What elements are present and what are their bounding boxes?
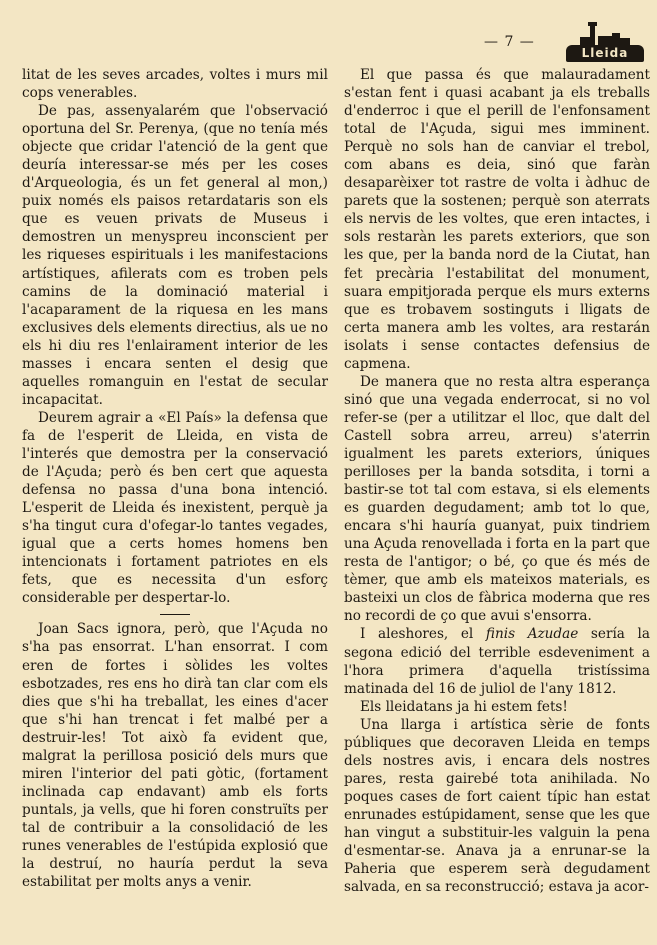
- logo-wordmark: Lleida: [566, 45, 644, 62]
- paragraph: De manera que no resta altra esperança sinó que una vegada enderrocat, si no vol refer-se (per a utilitzar el lloc, que dalt del Castell sobra arreu, arreu) s'aterrin igualment les parets exteriors, úniques perilloses per la banda sotsdita, i torni a bastir-se tot tal com estava, si els elements es guarden degudament; amb tot lo que, encara s'hi hauría guanyat, puix tindriem una Açuda renovellada i forta en la part que resta de l'antigor; o bé, ço que és més de tèmer, que amb els mateixos materials, es basteixi un clos de fàbrica moderna que res no recordi de ço que avui s'ensorra.: [344, 373, 650, 625]
- paragraph: Deurem agrair a «El País» la defensa que fa de l'esperit de Lleida, en vista de l'interés que demostra per la conservació de l'Açuda; però és ben cert que aquesta defensa no passa d'una bona intenció. L'esperit de Lleida és inexistent, perquè ja s'ha tingut cura d'ofegar-lo tantes vegades, igual que a certs homes homens ben intencionats i fortament patriotes en els fets, que es necessita d'un esforç considerable per despertar-lo.: [22, 409, 328, 607]
- paragraph: litat de les seves arcades, voltes i murs mil cops venerables.: [22, 67, 328, 102]
- text-run: I aleshores, el: [360, 626, 486, 643]
- skyline-icon: [574, 22, 636, 46]
- left-column: [22, 66, 328, 891]
- section-divider: [160, 614, 190, 615]
- page-number: — 7 —: [484, 34, 535, 50]
- paragraph: [344, 625, 650, 697]
- right-column: [344, 66, 650, 896]
- paragraph: Els lleidatans ja hi estem fets!: [360, 698, 568, 715]
- page-header: [0, 16, 657, 60]
- text-run: sería la segona edició del terrible esdeveniment a l'hora primera d'aquella tristíssima matinada del 16 de juliol de l'any 1812.: [344, 626, 650, 697]
- paragraph: De pas, assenyalarém que l'observació oportuna del Sr. Perenya, (que no tenía més objecte que cridar l'atenció de la gent que deuría interessar-se més per les coses d'Arqueologia, és un fet general al mon,) puix només els paisos retardataris son els que es veuen privats de Museus i demostren un menyspreu inconscient per les riqueses espirituals i les manifestacions artístiques, afilerats com es troben pels camins de la dominació material i l'acaparament de la riquesa en les mans exclusives dels elements directius, als ue no els hi diu res l'enlairament interior de les masses i encara senten el desig que aquelles romanguin en l'estat de secular incapacitat.: [22, 103, 328, 408]
- paragraph: Una llarga i artística sèrie de fonts públiques que decoraven Lleida en temps dels nostres avis, i encara dels nostres pares, resta gairebé tota anihilada. No poques cases de fort caient típic han estat enrunades estúpidament, sense que les que han vingut a substituir-les valguin la pena d'esmentar-se. Anava ja a enrunar-se la Paheria que esperem serà degudament salvada, en sa reconstrucció; estava ja acor-: [344, 716, 650, 896]
- latin-phrase: finis Azudae: [485, 626, 579, 643]
- paragraph: Joan Sacs ignora, però, que l'Açuda no s'ha pas ensorrat. L'han ensorrat. I com eren de fortes i sòlides les voltes esbotzades, res ens ho dirà tan clar com els dies que s'hi ha treballat, les eines d'acer que s'hi han trencat i fet malbé per a destruir-les! Tot això fa evident que, malgrat la perillosa posició dels murs que miren l'interior del pati gòtic, (fortament inclinada cap endavant) amb els forts puntals, ja vells, que hi foren construïts per tal de contribuir a la consolidació de les runes venerables de l'estúpida explosió que la destruí, no hauría perdut la seva estabilitat per molts anys a venir.: [22, 621, 328, 891]
- lleida-logo: [566, 22, 644, 62]
- paragraph: El que passa és que malauradament s'estan fent i quasi acabant ja els treballs d'enderroc i que el perill de l'enfonsament total de l'Açuda, sigui mes imminent. Perquè no sols han de canviar el trebol, com abans es deia, sinó que faràn desaparèixer tot rastre de volta i àdhuc de parets que la sostenen; perquè son aterrats els nervis de les voltes, que eren intactes, i sols restaràn les parets exteriors, que son les que, per la banda nord de la Ciutat, han fet precària l'estabilitat del monument, suara empitjorada perque els murs externs que es trobavem sostinguts i lligats de certa manera amb les voltes, ara restarán isolats i sense contactes defensius de capmena.: [344, 67, 650, 372]
